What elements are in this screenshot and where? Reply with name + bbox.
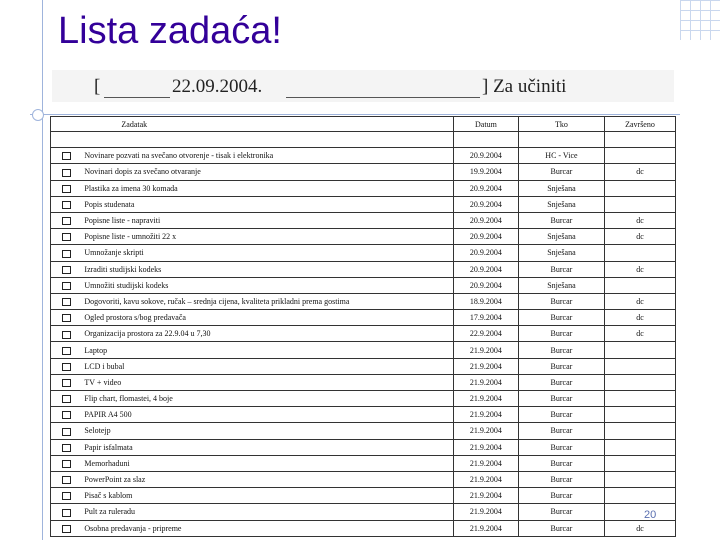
open-bracket: [ — [94, 76, 101, 97]
cell-done: dc — [604, 229, 675, 245]
header-underline-left — [104, 97, 170, 98]
checkbox-icon[interactable] — [62, 282, 71, 290]
cell-task: Papir isfalmata — [81, 439, 453, 455]
table-row — [51, 358, 676, 374]
cell-done — [604, 245, 675, 261]
task-table — [50, 116, 676, 537]
header-task: Zadatak — [81, 117, 453, 132]
checkbox-cell — [51, 326, 82, 342]
cell-who: Burcar — [518, 293, 604, 309]
cell-done — [604, 407, 675, 423]
checkbox-icon[interactable] — [62, 266, 71, 274]
checkbox-cell — [51, 374, 82, 390]
cell-who: Snješana — [518, 277, 604, 293]
checkbox-icon[interactable] — [62, 217, 71, 225]
cell-who: Burcar — [518, 391, 604, 407]
table-row — [51, 374, 676, 390]
checkbox-cell — [51, 245, 82, 261]
cell-who: Burcar — [518, 164, 604, 180]
cell-done — [604, 423, 675, 439]
table-row — [51, 277, 676, 293]
checkbox-icon[interactable] — [62, 509, 71, 517]
cell-date: 20.9.2004 — [453, 229, 518, 245]
cell-date: 21.9.2004 — [453, 407, 518, 423]
cell-who: Burcar — [518, 310, 604, 326]
cell-task: Novinare pozvati na svečano otvorenje - tisak i elektronika — [81, 148, 453, 164]
cell-done — [604, 196, 675, 212]
checkbox-cell — [51, 342, 82, 358]
cell-done: dc — [604, 520, 675, 536]
slide-horizontal-rule — [30, 114, 680, 115]
cell-task: Umnožanje skripti — [81, 245, 453, 261]
checkbox-cell — [51, 261, 82, 277]
cell-done — [604, 471, 675, 487]
cell-task: Organizacija prostora za 22.9.04 u 7,30 — [81, 326, 453, 342]
document-label: ] Za učiniti — [482, 76, 567, 97]
table-row — [51, 455, 676, 471]
cell-date: 21.9.2004 — [453, 471, 518, 487]
cell-date: 20.9.2004 — [453, 212, 518, 228]
cell-who: Burcar — [518, 326, 604, 342]
cell-date: 19.9.2004 — [453, 164, 518, 180]
table-row — [51, 326, 676, 342]
cell-task: TV + video — [81, 374, 453, 390]
cell-date: 18.9.2004 — [453, 293, 518, 309]
cell-who: Burcar — [518, 439, 604, 455]
checkbox-icon[interactable] — [62, 233, 71, 241]
cell-task: Novinari dopis za svečano otvaranje — [81, 164, 453, 180]
checkbox-icon[interactable] — [62, 298, 71, 306]
cell-task: Popisne liste - umnožiti 22 x — [81, 229, 453, 245]
checkbox-icon[interactable] — [62, 428, 71, 436]
cell-date: 21.9.2004 — [453, 520, 518, 536]
table-row — [51, 229, 676, 245]
cell-who: Burcar — [518, 488, 604, 504]
checkbox-icon[interactable] — [62, 347, 71, 355]
cell-date: 21.9.2004 — [453, 374, 518, 390]
cell-date: 17.9.2004 — [453, 310, 518, 326]
checkbox-icon[interactable] — [62, 185, 71, 193]
cell-task: Laptop — [81, 342, 453, 358]
checkbox-cell — [51, 148, 82, 164]
table-row — [51, 520, 676, 536]
cell-done — [604, 488, 675, 504]
checkbox-icon[interactable] — [62, 476, 71, 484]
cell-task: Osobna predavanja - pripreme — [81, 520, 453, 536]
cell-date: 20.9.2004 — [453, 277, 518, 293]
cell-done — [604, 180, 675, 196]
cell-task: Pult za ruleradu — [81, 504, 453, 520]
table-row — [51, 407, 676, 423]
cell-date: 20.9.2004 — [453, 180, 518, 196]
checkbox-icon[interactable] — [62, 201, 71, 209]
checkbox-cell — [51, 423, 82, 439]
cell-task: Flip chart, flomastei, 4 boje — [81, 391, 453, 407]
cell-task: LCD i bubal — [81, 358, 453, 374]
cell-done: dc — [604, 293, 675, 309]
checkbox-cell — [51, 455, 82, 471]
cell-task: Popisne liste - napraviti — [81, 212, 453, 228]
cell-task: Pisač s kablom — [81, 488, 453, 504]
cell-who: Burcar — [518, 520, 604, 536]
cell-done: dc — [604, 164, 675, 180]
cell-done: dc — [604, 310, 675, 326]
cell-date: 20.9.2004 — [453, 261, 518, 277]
cell-done — [604, 439, 675, 455]
checkbox-cell — [51, 229, 82, 245]
cell-done — [604, 455, 675, 471]
checkbox-icon[interactable] — [62, 169, 71, 177]
checkbox-icon[interactable] — [62, 460, 71, 468]
cell-task: PAPIR A4 500 — [81, 407, 453, 423]
checkbox-icon[interactable] — [62, 444, 71, 452]
checkbox-cell — [51, 293, 82, 309]
cell-date: 21.9.2004 — [453, 358, 518, 374]
checkbox-icon[interactable] — [62, 379, 71, 387]
slide-title: Lista zadaća! — [58, 10, 282, 52]
table-row — [51, 180, 676, 196]
table-row — [51, 423, 676, 439]
cell-date: 20.9.2004 — [453, 245, 518, 261]
cell-done — [604, 277, 675, 293]
header-done: Završeno — [604, 117, 675, 132]
table-row — [51, 212, 676, 228]
table-row — [51, 196, 676, 212]
checkbox-icon[interactable] — [62, 314, 71, 322]
checkbox-cell — [51, 277, 82, 293]
document-header — [52, 70, 674, 102]
cell-who: Burcar — [518, 471, 604, 487]
cell-who: Burcar — [518, 358, 604, 374]
page-number: 20 — [644, 509, 657, 521]
cell-date: 20.9.2004 — [453, 148, 518, 164]
table-row — [51, 342, 676, 358]
table-row — [51, 391, 676, 407]
cell-who: HC - Vice — [518, 148, 604, 164]
checkbox-icon[interactable] — [62, 250, 71, 258]
table-row — [51, 488, 676, 504]
checkbox-icon[interactable] — [62, 395, 71, 403]
cell-who: Burcar — [518, 455, 604, 471]
cell-done — [604, 374, 675, 390]
cell-who: Burcar — [518, 342, 604, 358]
cell-who: Burcar — [518, 407, 604, 423]
checkbox-cell — [51, 164, 82, 180]
slide-vertical-rule — [42, 0, 43, 540]
table-row — [51, 245, 676, 261]
table-row — [51, 148, 676, 164]
cell-who: Snješana — [518, 229, 604, 245]
grid-corner-decoration — [680, 0, 720, 40]
checkbox-cell — [51, 196, 82, 212]
checkbox-cell — [51, 439, 82, 455]
cell-date: 21.9.2004 — [453, 423, 518, 439]
rule-circle-decoration — [32, 109, 44, 121]
cell-task: Memorhaduni — [81, 455, 453, 471]
header-checkbox-cell — [51, 117, 82, 132]
cell-who: Snješana — [518, 180, 604, 196]
cell-done — [604, 504, 675, 520]
table-row — [51, 439, 676, 455]
checkbox-icon[interactable] — [62, 331, 71, 339]
cell-done — [604, 391, 675, 407]
cell-date: 20.9.2004 — [453, 196, 518, 212]
cell-task: Selotejp — [81, 423, 453, 439]
cell-task: Plastika za imena 30 komada — [81, 180, 453, 196]
checkbox-cell — [51, 180, 82, 196]
checkbox-icon[interactable] — [62, 152, 71, 160]
cell-date: 21.9.2004 — [453, 504, 518, 520]
cell-done: dc — [604, 326, 675, 342]
header-date: Datum — [453, 117, 518, 132]
cell-date: 21.9.2004 — [453, 455, 518, 471]
cell-date: 21.9.2004 — [453, 488, 518, 504]
cell-who: Burcar — [518, 261, 604, 277]
table-row — [51, 164, 676, 180]
checkbox-icon[interactable] — [62, 411, 71, 419]
checkbox-icon[interactable] — [62, 525, 71, 533]
cell-who: Burcar — [518, 212, 604, 228]
table-row — [51, 471, 676, 487]
cell-task: PowerPoint za slaz — [81, 471, 453, 487]
checkbox-icon[interactable] — [62, 492, 71, 500]
cell-done — [604, 358, 675, 374]
checkbox-cell — [51, 407, 82, 423]
header-underline-right — [286, 97, 480, 98]
table-row — [51, 504, 676, 520]
cell-task: Dogovoriti, kavu sokove, ručak – srednja cijena, kvaliteta prikladni prema gostima — [81, 293, 453, 309]
cell-date: 21.9.2004 — [453, 342, 518, 358]
cell-done — [604, 148, 675, 164]
checkbox-cell — [51, 391, 82, 407]
header-who: Tko — [518, 117, 604, 132]
task-rows — [51, 148, 676, 537]
checkbox-cell — [51, 358, 82, 374]
cell-task: Umnožiti studijski kodeks — [81, 277, 453, 293]
cell-task: Ogled prostora s/bog predavača — [81, 310, 453, 326]
checkbox-icon[interactable] — [62, 363, 71, 371]
table-row — [51, 293, 676, 309]
cell-task: Izraditi studijski kodeks — [81, 261, 453, 277]
cell-who: Snješana — [518, 196, 604, 212]
table-spacer-row — [51, 132, 676, 148]
cell-who: Burcar — [518, 504, 604, 520]
cell-date: 21.9.2004 — [453, 439, 518, 455]
checkbox-cell — [51, 471, 82, 487]
checkbox-cell — [51, 212, 82, 228]
cell-date: 21.9.2004 — [453, 391, 518, 407]
cell-who: Burcar — [518, 374, 604, 390]
cell-done: dc — [604, 212, 675, 228]
cell-who: Snješana — [518, 245, 604, 261]
cell-who: Burcar — [518, 423, 604, 439]
checkbox-cell — [51, 488, 82, 504]
cell-done — [604, 342, 675, 358]
checkbox-cell — [51, 310, 82, 326]
checkbox-cell — [51, 520, 82, 536]
table-row — [51, 261, 676, 277]
table-row — [51, 310, 676, 326]
checkbox-cell — [51, 504, 82, 520]
document-date: 22.09.2004. — [172, 76, 263, 97]
cell-task: Popis studenata — [81, 196, 453, 212]
table-header-row — [51, 117, 676, 132]
cell-date: 22.9.2004 — [453, 326, 518, 342]
cell-done: dc — [604, 261, 675, 277]
